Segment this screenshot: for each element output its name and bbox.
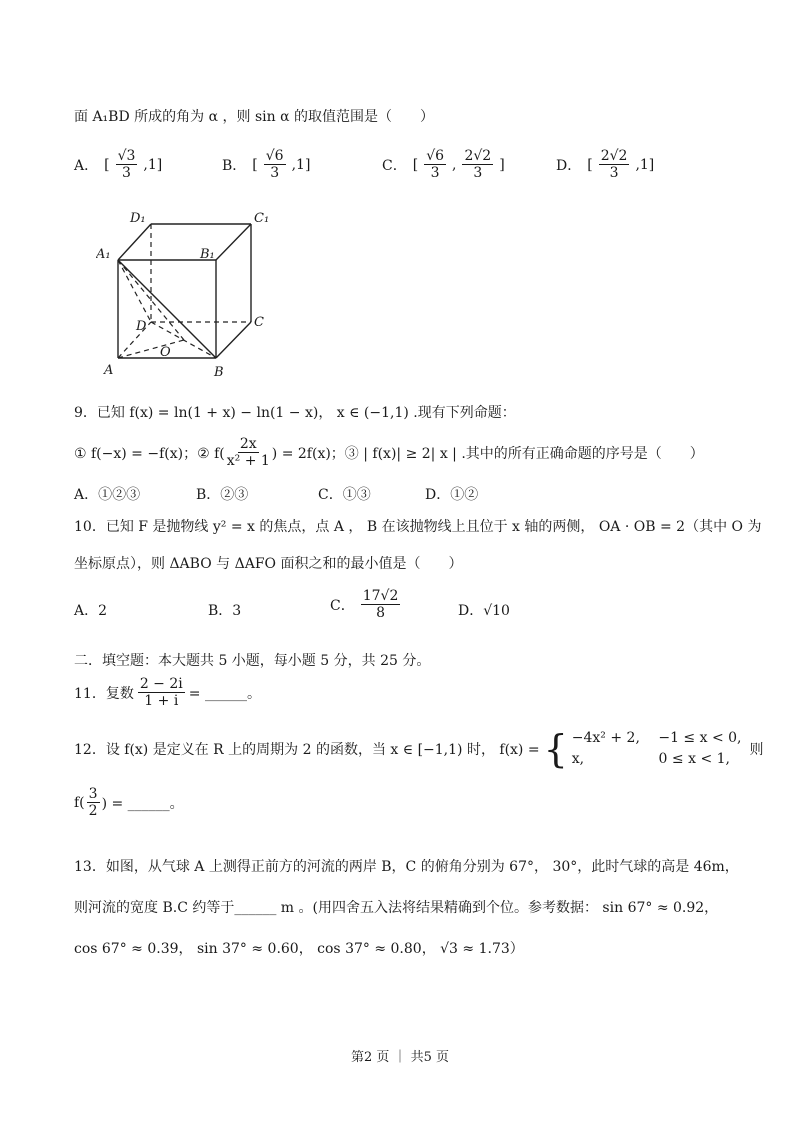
q8-option-b: B． [ $\frac{√6}{3}$ ,1] <box>222 148 311 182</box>
fraction: $\frac{2 - 2i}{1 + i}$ <box>139 676 183 710</box>
q9-stem: 9．已知 f(x) = ln(1 + x) − ln(1 − x)， x ∈ (−1,1) .现有下列命题： <box>74 405 516 421</box>
q8-option-a: A． [ $\frac{√3}{3}$ ,1] <box>74 148 163 182</box>
fraction: $\frac{3}{2}$ <box>88 786 98 820</box>
q9-propositions: ① f(−x) = −f(x)；② f( $\frac{2x}{\text{x² + 1}}$ ) = 2f(x)；③ | f(x)| ≥ 2| x | .其中的所有正确命题的序号是（ ） <box>74 436 704 470</box>
q13-line1: 13．如图，从气球 A 上测得正前方的河流的两岸 B，C 的俯角分别为 67°， 30°，此时气球的高是 46m， <box>74 859 739 875</box>
fraction: $\frac{17√2}{8}$ <box>362 588 399 622</box>
brace: { <box>543 727 568 771</box>
q9-option-b: B．②③ <box>196 487 249 503</box>
label-b: B <box>214 365 224 380</box>
q9-option-a: A．①②③ <box>74 487 141 503</box>
q10-option-a: A．2 <box>74 603 108 619</box>
q10-option-b: B．3 <box>208 603 242 619</box>
label-b1: B₁ <box>200 247 215 262</box>
section-heading: 二．填空题：本大题共 5 小题，每小题 5 分，共 25 分。 <box>74 653 431 669</box>
fraction: $\frac{√6}{3}$ <box>265 148 284 182</box>
label-o: O <box>160 345 171 360</box>
q12-line2: f( $\frac{3}{2}$ ) = ______。 <box>74 786 184 820</box>
fraction: $\frac{2√2}{3}$ <box>464 148 492 182</box>
edge-a1-d <box>118 260 151 322</box>
piecewise-cases: −4x² + 2, −1 ≤ x < 0, x, 0 ≤ x < 1, <box>571 730 742 767</box>
edge-b1-c1 <box>216 224 251 260</box>
page-footer: 第2 页 ｜ 共5 页 <box>350 1050 450 1065</box>
q11: 11．复数 $\frac{2 - 2i}{1 + i}$ = ______。 <box>74 676 261 710</box>
q13-line2: 则河流的宽度 B.C 约等于______ m 。(用四舍五入法将结果精确到个位。参考数据： sin 67° ≈ 0.92， <box>74 900 719 916</box>
edge-a1-d1 <box>118 224 151 260</box>
q10-line1: 10．已知 F 是抛物线 y² = x 的焦点，点 A ， B 在该抛物线上且位于 x 轴的两侧， OA · OB = 2（其中 O 为 <box>74 519 762 535</box>
label-c: C <box>254 315 264 330</box>
label-d: D <box>136 319 147 334</box>
label-a1: A₁ <box>96 247 111 262</box>
q10-option-c: C． $\frac{17√2}{8}$ <box>330 588 399 622</box>
fraction: $\frac{√3}{3}$ <box>117 148 136 182</box>
q10-line2: 坐标原点），则 ΔABO 与 ΔAFO 面积之和的最小值是（ ） <box>74 556 463 572</box>
q10-option-d: D．√10 <box>458 603 510 619</box>
cube-figure <box>96 206 286 386</box>
label-c1: C₁ <box>254 211 270 226</box>
q8-option-d: D． [ $\frac{2√2}{3}$ ,1] <box>556 148 655 182</box>
edge-a-o <box>118 340 184 358</box>
label-d1: D₁ <box>130 211 146 226</box>
q9-option-d: D．①② <box>425 487 479 503</box>
q8-stem: 面 A₁BD 所成的角为 α ，则 sin α 的取值范围是（ ） <box>74 109 434 125</box>
fraction: $\frac{√6}{3}$ <box>426 148 445 182</box>
q9-option-c: C．①③ <box>318 487 371 503</box>
edge-b-c <box>216 322 251 358</box>
q12-line1: 12．设 f(x) 是定义在 R 上的周期为 2 的函数，当 x ∈ [−1,1) 时， f(x) = { −4x² + 2, −1 ≤ x < 0, x, 0 ≤ x < 1, 则 <box>74 727 764 771</box>
fraction: $\frac{2x}{\text{x² + 1}}$ <box>226 436 270 470</box>
label-a: A <box>104 363 114 378</box>
q13-line3: cos 67° ≈ 0.39， sin 37° ≈ 0.60， cos 37° ≈ 0.80， √3 ≈ 1.73） <box>74 941 524 957</box>
edge-a1-b <box>118 260 216 358</box>
q8-option-c: C． [ $\frac{√6}{3}$ , $\frac{2√2}{3}$ ] <box>382 148 505 182</box>
fraction: $\frac{2√2}{3}$ <box>600 148 628 182</box>
